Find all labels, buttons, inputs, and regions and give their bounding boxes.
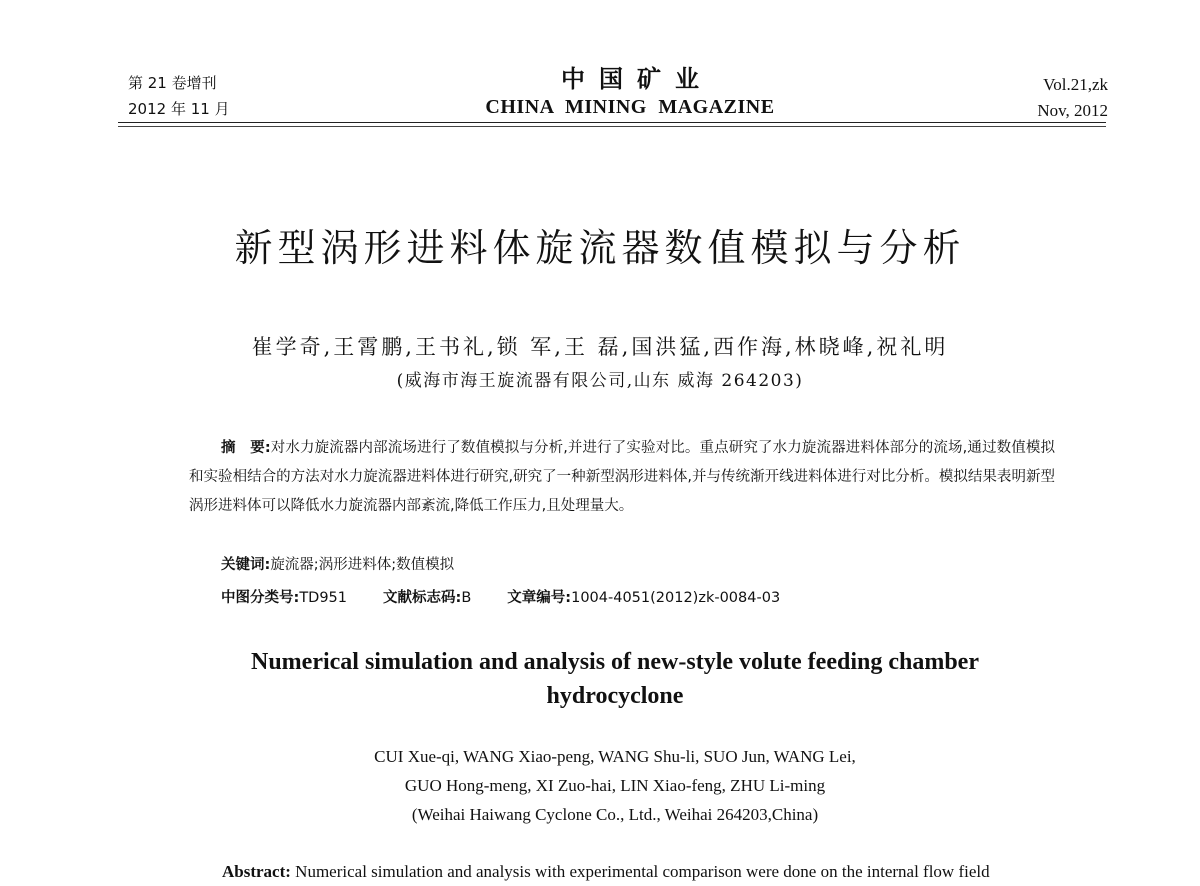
header-volume: 第 21 卷增刊	[128, 74, 217, 92]
document-code-label: 文献标志码:	[383, 590, 462, 606]
clc-value: TD951	[299, 590, 348, 606]
keywords-cn-label: 关键词:	[221, 557, 271, 573]
document-code	[383, 584, 471, 612]
journal-name-cn: 中国矿业	[561, 65, 713, 93]
document-code-value: B	[461, 590, 472, 606]
journal-name-en: CHINA MINING MAGAZINE	[485, 96, 775, 118]
classification-line	[221, 584, 816, 612]
header-volume-info	[128, 70, 230, 122]
header-date-en: Nov, 2012	[1037, 101, 1108, 120]
author-list-en-line2: GUO Hong-meng, XI Zuo-hai, LIN Xiao-feng, ZHU Li-ming	[404, 776, 826, 795]
clc-number	[221, 584, 347, 612]
header-rule-thin	[118, 126, 1106, 127]
affiliation-cn: (威海市海王旋流器有限公司,山东 威海 264203)	[396, 371, 804, 391]
affiliation-en: (Weihai Haiwang Cyclone Co., Ltd., Weihai 264203,China)	[411, 805, 819, 824]
author-block-en	[0, 742, 1200, 829]
abstract-cn-text: 对水力旋流器内部流场进行了数值模拟与分析,并进行了实验对比。重点研究了水力旋流器进料体部分的流场,通过数值模拟和实验相结合的方法对水力旋流器进料体进行研究,研究了一种新型涡形进料体,并与传统渐开线进料体进行对比分析。模拟结果表明新型涡形进料体可以降低水力旋流器内部紊流,降低工作压力,且处理量大。	[189, 440, 1055, 514]
header-issue-info	[1037, 72, 1108, 124]
keywords-cn-text: 旋流器;涡形进料体;数值模拟	[270, 557, 455, 573]
header-rule	[118, 122, 1106, 123]
keywords-cn	[221, 551, 454, 579]
paper-title-en: Numerical simulation and analysis of new-style volute feeding chamber hydrocyclone	[251, 649, 979, 709]
author-list-cn: 崔学奇,王霄鹏,王书礼,锁 军,王 磊,国洪猛,西作海,林晓峰,祝礼明	[251, 335, 949, 359]
author-list-en-line1: CUI Xue-qi, WANG Xiao-peng, WANG Shu-li, SUO Jun, WANG Lei,	[374, 747, 856, 766]
article-number-value: 1004-4051(2012)zk-0084-03	[571, 590, 781, 606]
article-number	[507, 584, 780, 612]
clc-label: 中图分类号:	[221, 590, 300, 606]
abstract-cn	[189, 434, 1055, 521]
header-journal-name	[400, 64, 860, 120]
paper-title-cn: 新型涡形进料体旋流器数值模拟与分析	[234, 226, 966, 270]
abstract-en-text: Numerical simulation and analysis with experimental comparison were done on the internal flow field	[290, 862, 990, 881]
abstract-en-label: Abstract:	[222, 862, 291, 881]
abstract-cn-label: 摘 要:	[221, 440, 271, 456]
header-date: 2012 年 11 月	[128, 100, 230, 118]
header-volume-en: Vol.21,zk	[1043, 75, 1108, 94]
article-number-label: 文章编号:	[507, 590, 572, 606]
abstract-en	[222, 858, 1052, 886]
